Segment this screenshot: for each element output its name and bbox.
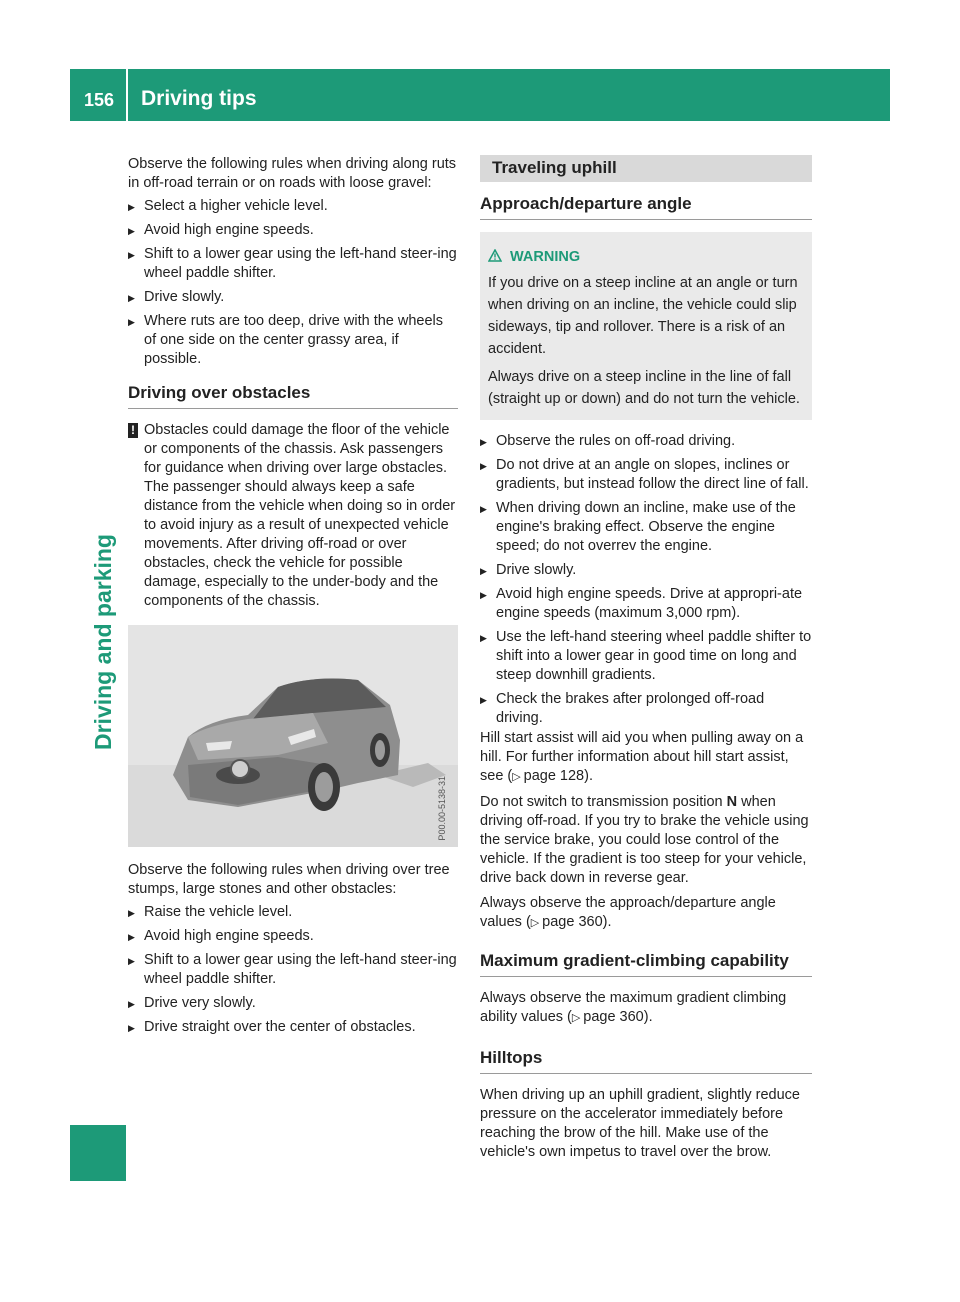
- list-item: ▶ Drive very slowly.: [128, 994, 458, 1013]
- warning-triangle-icon: [488, 249, 502, 262]
- list-item: ▶ Select a higher vehicle level.: [128, 197, 458, 216]
- side-tab-marker: [70, 1125, 126, 1181]
- list-item: ▶ Drive straight over the center of obstacles.: [128, 1018, 458, 1037]
- paragraph-text: Do not switch to transmission position: [480, 794, 727, 810]
- paragraph-text: when driving off-road. If you try to brake the vehicle using the service brake, you could lose control of the vehicle. If the gradient is too steep for your vehicle, drive back down in reverse gear.: [480, 794, 809, 886]
- gradient-heading: Maximum gradient-climbing capability: [480, 951, 812, 977]
- list-item: ▶ Drive slowly.: [128, 288, 458, 307]
- figure-code: P00.00-5138-31: [437, 776, 447, 841]
- list-item: ▶ Shift to a lower gear using the left-hand steer-ing wheel paddle shifter.: [128, 951, 458, 989]
- list-item: ▶ Check the brakes after prolonged off-road driving.: [480, 690, 812, 728]
- side-tab-label: Driving and parking: [90, 534, 116, 750]
- header-divider: [126, 69, 128, 121]
- warning-title-row: [488, 246, 804, 268]
- obstacles-list: [128, 903, 458, 1037]
- section-heading: Traveling uphill: [480, 155, 812, 182]
- warning-title: WARNING: [510, 249, 581, 265]
- obstacles-heading: Driving over obstacles: [128, 383, 458, 409]
- observe-paragraph: [480, 894, 812, 933]
- suv-offroad-image: [128, 625, 458, 847]
- left-column: [128, 155, 458, 1042]
- list-item: ▶ Avoid high engine speeds.: [128, 221, 458, 240]
- side-tab: [86, 510, 122, 750]
- page-number: 156: [84, 90, 115, 110]
- warning-text: If you drive on a steep incline at an angle or turn when driving on an incline, the vehicle could slip sideways, tip and rollover. There is a risk of an accident.: [488, 275, 798, 357]
- page-ref-arrow-icon: ▷: [530, 917, 540, 929]
- paragraph-text: ).: [602, 914, 612, 930]
- paragraph-text: ).: [584, 768, 593, 784]
- paragraph-text: ).: [643, 1009, 653, 1025]
- transmission-paragraph: [480, 793, 812, 888]
- gear-position: N: [726, 794, 738, 810]
- list-item: ▶ Drive slowly.: [480, 561, 812, 580]
- vehicle-illustration: [128, 625, 458, 847]
- right-column: [480, 155, 812, 1162]
- list-item: ▶ Use the left-hand steering wheel paddle shifter to shift into a lower gear in good time on long and steep downhill gradients.: [480, 628, 812, 685]
- gradient-paragraph: [480, 989, 812, 1028]
- list-item: ▶ Do not drive at an angle on slopes, inclines or gradients, but instead follow the direct line of fall.: [480, 456, 812, 494]
- page-title: Driving tips: [141, 87, 257, 110]
- list-item: ▶ Observe the rules on off-road driving.: [480, 432, 812, 451]
- page-ref-arrow-icon: ▷: [571, 1012, 581, 1024]
- page-ref-link[interactable]: page 128: [523, 768, 585, 784]
- list-item: ▶ Shift to a lower gear using the left-hand steer-ing wheel paddle shifter.: [128, 245, 458, 283]
- warning-box: [480, 232, 812, 420]
- uphill-list: [480, 432, 812, 728]
- paragraph-text: Always observe the approach/departure angle values (: [480, 895, 776, 930]
- ruts-list: [128, 197, 458, 369]
- hilltops-heading: Hilltops: [480, 1048, 812, 1074]
- exclamation-icon: !: [128, 423, 138, 438]
- page-ref-link[interactable]: page 360: [542, 914, 603, 930]
- ruts-intro: Observe the following rules when driving along ruts in off-road terrain or on roads with loose gravel:: [128, 156, 457, 191]
- damage-notice: [128, 421, 458, 611]
- hill-start-paragraph: [480, 729, 812, 787]
- approach-heading: Approach/departure angle: [480, 194, 812, 220]
- warning-text: Always drive on a steep incline in the line of fall (straight up or down) and do not turn the vehicle.: [488, 369, 800, 407]
- notice-text: Obstacles could damage the floor of the vehicle or components of the chassis. Ask passengers for guidance when driving over large obstacles. The passenger should always keep a safe distance from the vehicle when doing so in order to avoid injury as a result of unexpected vehicle movements. After driving off-road or over obstacles, check the vehicle for possible damage, especially to the under-body and the components of the chassis.: [144, 422, 456, 609]
- paragraph-text: Hill start assist will aid you when pulling away on a hill. For further information about hill start assist, see (: [480, 730, 804, 784]
- list-item: ▶ When driving down an incline, make use of the engine's braking effect. Observe the engine speed; do not overrev the engine.: [480, 499, 812, 556]
- page-ref-link[interactable]: page 360: [583, 1009, 644, 1025]
- hilltops-paragraph: When driving up an uphill gradient, slightly reduce pressure on the accelerator immediately before reaching the brow of the hill. Make use of the vehicle's own impetus to travel over the brow.: [480, 1087, 800, 1160]
- paragraph-text: Always observe the maximum gradient climbing ability values (: [480, 990, 787, 1025]
- list-item: ▶ Avoid high engine speeds. Drive at appropri-ate engine speeds (maximum 3,000 rpm).: [480, 585, 812, 623]
- list-item: ▶ Avoid high engine speeds.: [128, 927, 458, 946]
- list-item: ▶ Raise the vehicle level.: [128, 903, 458, 922]
- obstacles-intro: Observe the following rules when driving over tree stumps, large stones and other obstacles:: [128, 862, 450, 897]
- list-item: ▶ Where ruts are too deep, drive with the wheels of one side on the center grassy area, if possible.: [128, 312, 458, 369]
- page-ref-arrow-icon: ▷: [512, 771, 521, 783]
